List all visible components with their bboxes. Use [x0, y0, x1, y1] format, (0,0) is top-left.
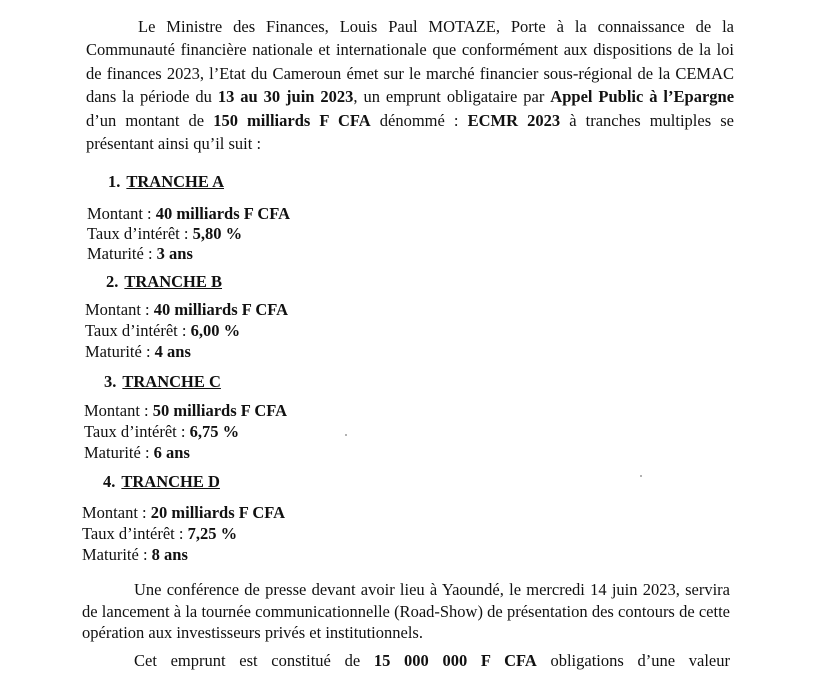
tranche-b-number: 2.	[106, 272, 119, 291]
tranche-b-taux: Taux d’intérêt : 6,00 %	[85, 321, 241, 340]
conference-paragraph	[82, 579, 730, 644]
tranche-d-title	[103, 472, 220, 492]
intro-appel: Appel Public à l’Epargne	[550, 87, 735, 107]
tranche-c-name: TRANCHE C	[122, 372, 221, 391]
conference-text: Une conférence de presse devant avoir lieu à Yaoundé, le mercredi 14 juin 2023, servira de lancement à la tournée communicationnelle (Road-Show) de présentation des contours de cette opération aux investisseurs privés et institutionnels.	[82, 580, 730, 642]
tranche-a-taux: Taux d’intérêt : 5,80 %	[87, 224, 243, 243]
intro-text-2: , un emprunt obligataire par	[353, 87, 551, 107]
tranche-b-title	[106, 272, 222, 292]
intro-dates: 13 au 30 juin 2023	[217, 87, 354, 107]
scan-speck	[640, 475, 642, 477]
closing-text-2: obligations d’une valeur	[536, 651, 730, 670]
closing-paragraph	[82, 649, 730, 672]
tranche-d-name: TRANCHE D	[121, 472, 220, 491]
tranche-a-montant: Montant : 40 milliards F CFA	[87, 204, 291, 223]
intro-text-5: à tranches multiples se présentant ainsi qu’il suit :	[86, 110, 734, 154]
tranche-c-montant: Montant : 50 milliards F CFA	[84, 401, 288, 420]
closing-count: 15 000 000 F CFA	[373, 651, 537, 670]
tranche-a-name: TRANCHE A	[126, 172, 225, 191]
tranche-b-montant: Montant : 40 milliards F CFA	[85, 300, 289, 319]
tranche-c-maturite: Maturité : 6 ans	[84, 443, 190, 462]
intro-paragraph	[86, 15, 734, 155]
tranche-c-number: 3.	[104, 372, 117, 391]
tranche-b-maturite: Maturité : 4 ans	[85, 342, 191, 361]
intro-text-3: d’un montant de	[86, 110, 214, 130]
scan-speck	[345, 434, 347, 436]
tranche-d-number: 4.	[103, 472, 116, 491]
tranche-a-title	[108, 172, 224, 192]
tranche-b-name: TRANCHE B	[124, 272, 223, 291]
tranche-c-taux: Taux d’intérêt : 6,75 %	[84, 422, 240, 441]
tranche-a-number: 1.	[108, 172, 121, 191]
tranche-d-montant: Montant : 20 milliards F CFA	[82, 503, 286, 522]
intro-text-4: dénommé :	[370, 110, 468, 130]
intro-text-1: Le Ministre des Finances, Louis Paul MOTAZE, Porte à la connaissance de la Communauté financière nationale et internationale que conformément aux dispositions de la loi de finances 2023, l’Etat du Cameroun émet sur le marché financier sous-régional de la CEMAC dans la période du	[86, 17, 734, 107]
closing-text-1: Cet emprunt est constitué de	[134, 651, 374, 670]
tranche-d-maturite: Maturité : 8 ans	[82, 545, 188, 564]
intro-amount: 150 milliards F CFA	[213, 110, 371, 130]
tranche-d-taux: Taux d’intérêt : 7,25 %	[82, 524, 238, 543]
tranche-c-title	[104, 372, 221, 392]
intro-loan-name: ECMR 2023	[467, 110, 561, 130]
tranche-a-maturite: Maturité : 3 ans	[87, 244, 193, 263]
